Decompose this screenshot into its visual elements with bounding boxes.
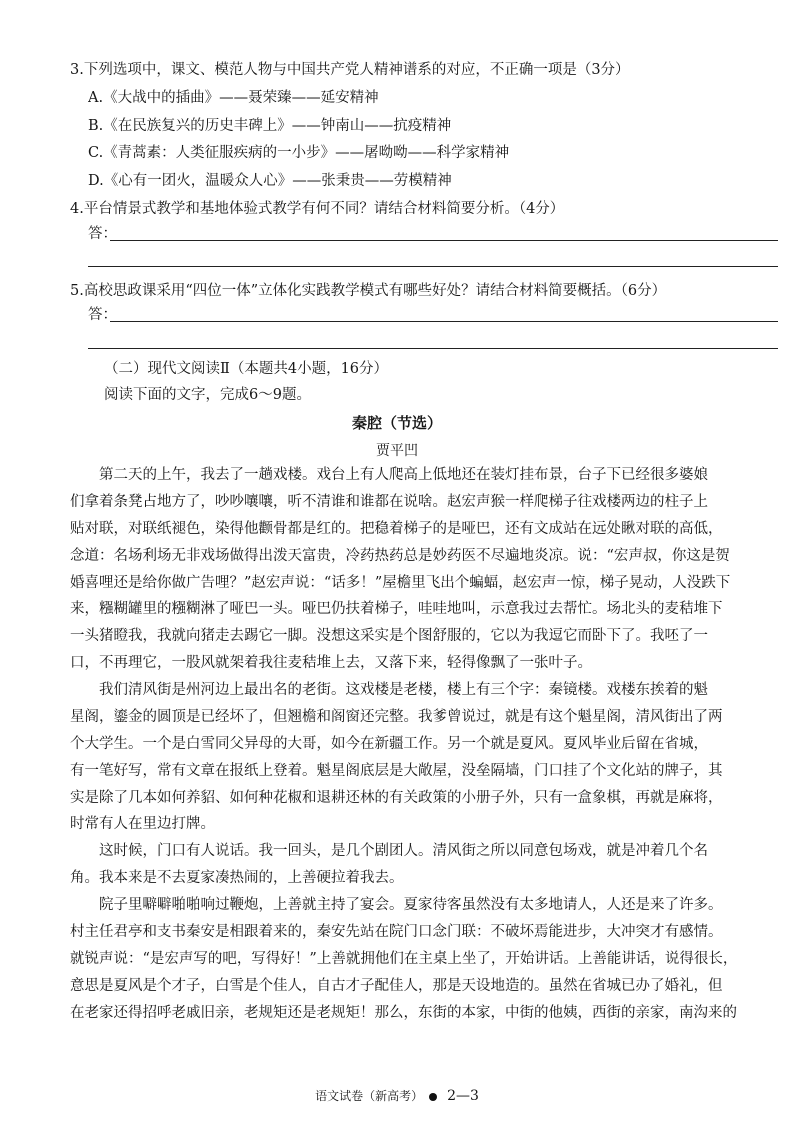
answer-line [88,348,778,349]
answer-line [110,240,778,241]
footer-dot-icon [429,1093,437,1101]
question-3-option-c: C.《青蒿素：人类征服疾病的一小步》——屠呦呦——科学家精神 [88,145,510,161]
text-line: 有一笔好写，常有文章在报纸上登着。魁星阁底层是大敞屋，没垒隔墙，门口挂了个文化站的牌子，其 [70,762,723,779]
question-4-answer-area[interactable] [88,225,778,245]
page-number: 2—3 [447,1088,479,1104]
answer-line [110,321,778,322]
page-footer [0,1088,794,1104]
text-line: 星阁，鎏金的圆顶是已经坏了，但翘檐和阁窗还完整。我爹曾说过，就是有这个魁星阁，清风街出了两 [70,708,723,725]
text-line: 口，不再理它，一股风就架着我往麦秸堆上去，又落下来，轻得像飘了一张叶子。 [70,655,592,672]
footer-label: 语文试卷（新高考） [315,1089,424,1103]
question-5-stem: 5.高校思政课采用“四位一体”立体化实践教学模式有哪些好处？请结合材料简要概括。（6分） [70,283,667,299]
text-line: 实是除了几本如何养貂、如何种花椒和退耕还林的有关政策的小册子外，只有一盒象棋，再就是麻将， [70,789,723,806]
text-line: 第二天的上午，我去了一趟戏楼。戏台上有人爬高上低地还在装灯挂布景，台子下已经很多婆娘 [99,467,708,483]
section-heading: （二）现代文阅读Ⅱ（本题共4小题，16分） [104,361,389,377]
text-line: 贴对联，对联纸褪色，染得他颧骨都是红的。把稳着梯子的是哑巴，还有文成站在远处瞅对联的高低， [70,520,723,537]
question-3-option-d: D.《心有一团火，温暖众人心》——张秉贵——劳模精神 [88,173,452,189]
passage-paragraph-1 [70,462,775,677]
text-line: 这时候，门口有人说话。我一回头，是几个剧团人。清风街之所以同意包场戏，就是冲着几个名 [99,843,708,859]
passage-title: 秦腔（节选） [351,414,442,432]
text-line: 个大学生。一个是白雪同父异母的大哥，如今在新疆工作。另一个就是夏风。夏风毕业后留在省城， [70,735,708,752]
question-3-option-a: A.《大战中的插曲》——聂荣臻——延安精神 [88,90,379,106]
text-line: 婚喜哩还是给你做广告哩？”赵宏声说：“话多！”屋檐里飞出个蝙蝠，赵宏声一惊，梯子晃动，人没跌下 [70,574,731,591]
question-3-option-b: B.《在民族复兴的历史丰碑上》——钟南山——抗疫精神 [88,118,452,134]
answer-label: 答： [88,226,117,242]
question-4-stem: 4.平台情景式教学和基地体验式教学有何不同？请结合材料简要分析。（4分） [70,201,565,217]
section-instruction: 阅读下面的文字，完成6～9题。 [104,387,311,403]
text-line: 们拿着条凳占地方了，吵吵嚷嚷，听不清谁和谁都在说啥。赵宏声猴一样爬梯子往戏楼两边的柱子上 [70,493,708,510]
passage-paragraph-4 [70,892,775,1026]
text-line: 意思是夏风是个才子，白雪是个佳人，自古才子配佳人，那是天设地造的。虽然在省城已办了婚礼，但 [70,977,723,994]
text-line: 一头猪瞪我，我就向猪走去踢它一脚。没想这采实是个图舒服的，它以为我逗它而卧下了。我呸了一 [70,628,708,645]
answer-line [88,266,778,267]
text-line: 在老家还得招呼老戚旧亲，老规矩还是老规矩！那么，东街的本家，中街的他姨，西街的亲家，南沟来的 [70,1004,737,1021]
answer-label: 答： [88,307,117,323]
passage-author: 贾平凹 [376,443,418,459]
text-line: 时常有人在里边打牌。 [70,816,215,833]
text-line: 村主任君亭和支书秦安是相跟着来的，秦安先站在院门口念门联：不破坏焉能进步，大冲突才有感情。 [70,923,723,940]
text-line: 就锐声说：“是宏声写的吧，写得好！”上善就拥他们在主桌上坐了，开始讲话。上善能讲话，说得很长， [70,950,738,967]
text-line: 我们清风街是州河边上最出名的老街。这戏楼是老楼，楼上有三个字：秦镜楼。戏楼东挨着的魁 [99,682,708,698]
text-line: 来，糨糊罐里的糨糊淋了哑巴一头。哑巴仍扶着梯子，哇哇地叫，示意我过去帮忙。场北头的麦秸堆下 [70,601,723,618]
question-3-stem: 3.下列选项中，课文、模范人物与中国共产党人精神谱系的对应，不正确一项是（3分） [70,62,630,78]
question-5-answer-area[interactable] [88,306,778,326]
text-line: 院子里噼噼啪啪响过鞭炮，上善就主持了宴会。夏家待客虽然没有太多地请人，人还是来了许多。 [99,897,723,913]
text-line: 念道：名场利场无非戏场做得出泼天富贵，冷药热药总是妙药医不尽遍地炎凉。说：“宏声叔，你这是贺 [70,547,730,564]
passage-paragraph-3 [70,838,775,892]
text-line: 角。我本来是不去夏家凑热闹的，上善硬拉着我去。 [70,869,404,886]
passage-paragraph-2 [70,677,775,838]
